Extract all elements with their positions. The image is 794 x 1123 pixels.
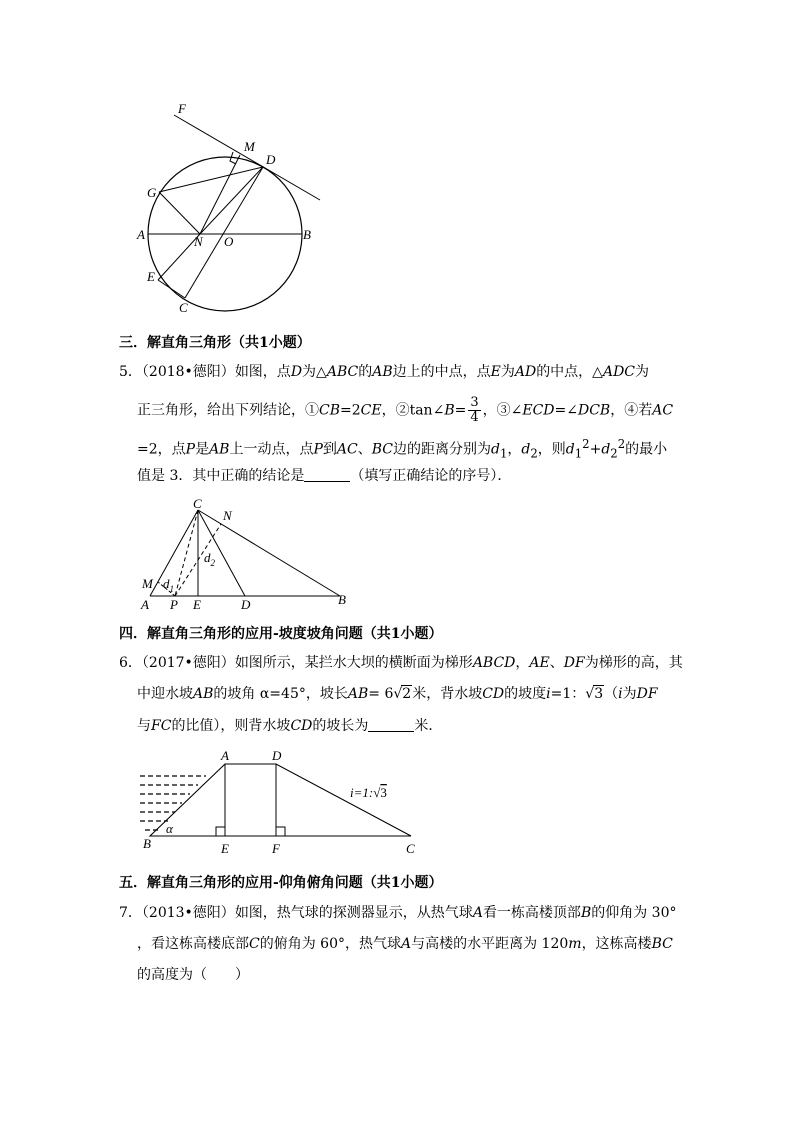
q7-line-3: 的高度为（ ） (137, 967, 249, 983)
right-angle-mark-e (216, 827, 225, 836)
label-e: E (221, 841, 229, 856)
segment-nm (200, 155, 240, 234)
label-a: A (141, 597, 149, 612)
section-3-heading: 三．解直角三角形（共1小题） (119, 335, 311, 351)
q6-line-1: 6．（2017•德阳）如图所示，某拦水大坝的横断面为梯形ABCD，AE、DF为梯形的高，其 (119, 655, 683, 671)
segment-gd (159, 167, 263, 192)
label-e: E (193, 597, 201, 612)
label-m: M (244, 139, 255, 154)
answer-blank-q5[interactable] (304, 467, 350, 482)
section-4-heading: 四．解直角三角形的应用-坡度坡角问题（共1小题） (119, 626, 443, 642)
answer-blank-q6[interactable] (368, 717, 414, 732)
label-d: D (272, 748, 282, 763)
q7-line-2: ，看这栋高楼底部C的俯角为 60°，热气球A与高楼的水平距离为 120m，这栋高楼BC (137, 936, 673, 952)
label-a: A (221, 748, 229, 763)
q6-line-3: 与FC的比值），则背水坡CD的坡长为 米． (137, 718, 443, 734)
label-m: M (142, 576, 153, 591)
label-d1: $d_1$ (163, 576, 174, 594)
q5-line-3: =2，点P是AB上一动点，点P到AC、BC边的距离分别为$d_1$，$d_2$，则$d_1^2+d_2^2$的最小 (137, 437, 668, 461)
label-g: G (147, 185, 157, 200)
q5-line-4: 值是 3．其中正确的结论是 （填写正确结论的序号）． (137, 468, 512, 484)
label-b: B (143, 836, 151, 851)
label-alpha: α (166, 821, 173, 836)
water-dashes (140, 776, 206, 830)
dashed-cp (175, 510, 198, 596)
section-5-heading: 五．解直角三角形的应用-仰角俯角问题（共1小题） (119, 875, 443, 891)
label-c: C (193, 496, 202, 511)
segment-nd (200, 167, 263, 234)
label-n: N (194, 234, 203, 249)
label-a: A (137, 227, 145, 242)
tangent-line-fd (174, 115, 320, 200)
label-d: D (241, 597, 251, 612)
label-n: N (223, 508, 232, 523)
q6-line-2: 中迎水坡AB的坡角 α=45°，坡长AB= 6√2米，背水坡CD的坡度i=1：√3（i为DF (137, 686, 658, 702)
label-c: C (406, 841, 415, 856)
circle-figure (130, 100, 330, 320)
fraction-three-quarters: $\frac{3}{4}$ (470, 395, 479, 425)
trapezoid-abcd (150, 764, 411, 836)
side-ac (150, 510, 198, 596)
label-d2: $d_2$ (204, 550, 215, 568)
label-f: F (272, 841, 280, 856)
label-d: D (266, 152, 276, 167)
label-e: E (147, 269, 155, 284)
right-angle-mark-f (276, 827, 285, 836)
label-b: B (303, 227, 311, 242)
label-b: B (338, 592, 346, 607)
side-cb (198, 510, 340, 596)
q5-line-2: 正三角形，给出下列结论，①CB=2CE，②tan∠B= $\frac{3}{4}$ ，③∠ECD=∠DCB，④若AC (137, 395, 674, 425)
slope-label: i=1:√3 (350, 785, 387, 800)
label-o: O (224, 234, 234, 249)
segment-ec (158, 280, 185, 298)
segment-gn (159, 192, 200, 234)
q7-line-1: 7．（2013•德阳）如图，热气球的探测器显示，从热气球A看一栋高楼顶部B的仰角为 30° (119, 905, 677, 921)
label-c: C (179, 300, 188, 315)
q5-line-1: 5．（2018•德阳）如图，点D为△ABC的AB边上的中点，点E为AD的中点，△ADC为 (119, 364, 650, 380)
triangle-figure (135, 495, 355, 615)
dam-figure (135, 745, 425, 860)
label-p: P (170, 597, 178, 612)
label-f: F (178, 101, 186, 116)
